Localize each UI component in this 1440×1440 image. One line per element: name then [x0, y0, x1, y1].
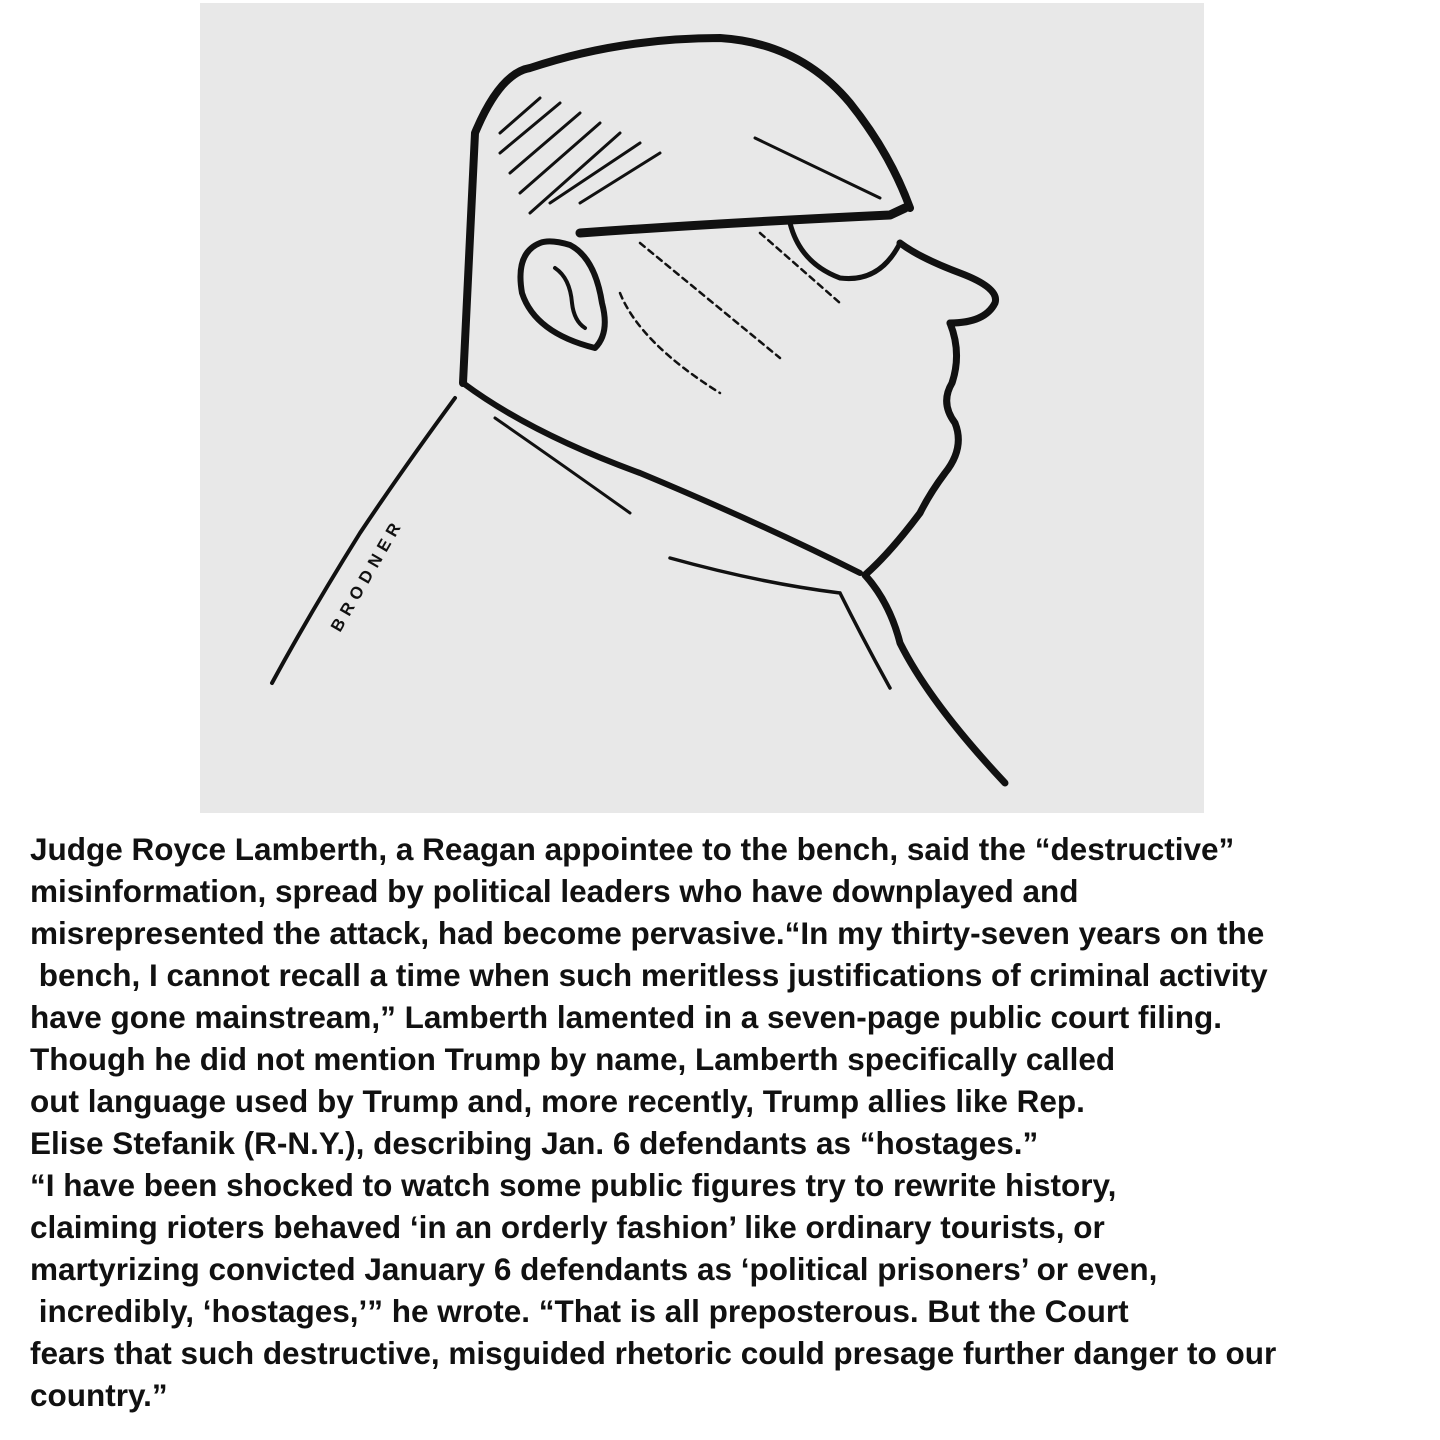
artist-signature: BRODNER [327, 514, 408, 635]
caption-line: incredibly, ‘hostages,’” he wrote. “That is all preposterous. But the Court [30, 1293, 1129, 1329]
caption-line: bench, I cannot recall a time when such meritless justifications of criminal activity [30, 957, 1268, 993]
caption-line: country.” [30, 1377, 168, 1413]
caption-line: martyrizing convicted January 6 defendants as ‘political prisoners’ or even, [30, 1251, 1158, 1287]
caption-line: misrepresented the attack, had become pervasive.“In my thirty-seven years on the [30, 915, 1265, 951]
glasses [580, 208, 905, 233]
mouth-chin [865, 323, 958, 575]
caption-line: Though he did not mention Trump by name, Lamberth specifically called [30, 1041, 1116, 1077]
caption-line: misinformation, spread by political leaders who have downplayed and [30, 873, 1079, 909]
caption-line: “I have been shocked to watch some public figures try to rewrite history, [30, 1167, 1117, 1203]
sketch-illustration [200, 3, 1204, 813]
nose [900, 243, 996, 323]
article-caption [30, 828, 1430, 1416]
jacket-lapel [670, 558, 890, 688]
caption-line: Elise Stefanik (R-N.Y.), describing Jan. 6 defendants as “hostages.” [30, 1125, 1039, 1161]
neck-line [463, 383, 860, 573]
head-outline [463, 38, 910, 383]
shirt-collar [495, 418, 630, 513]
caption-line: claiming rioters behaved ‘in an orderly fashion’ like ordinary tourists, or [30, 1209, 1105, 1245]
judge-profile-drawing [200, 3, 1204, 813]
caption-line: have gone mainstream,” Lamberth lamented in a seven-page public court filing. [30, 999, 1223, 1035]
hair-hatching [500, 98, 880, 213]
caption-line: fears that such destructive, misguided rhetoric could presage further danger to our [30, 1335, 1277, 1371]
ear-inner [555, 268, 585, 328]
glasses-lens [790, 223, 900, 279]
caption-line: out language used by Trump and, more recently, Trump allies like Rep. [30, 1083, 1085, 1119]
caption-line: Judge Royce Lamberth, a Reagan appointee to the bench, said the “destructive” [30, 831, 1235, 867]
ear [520, 241, 604, 348]
jacket-back [272, 398, 455, 683]
